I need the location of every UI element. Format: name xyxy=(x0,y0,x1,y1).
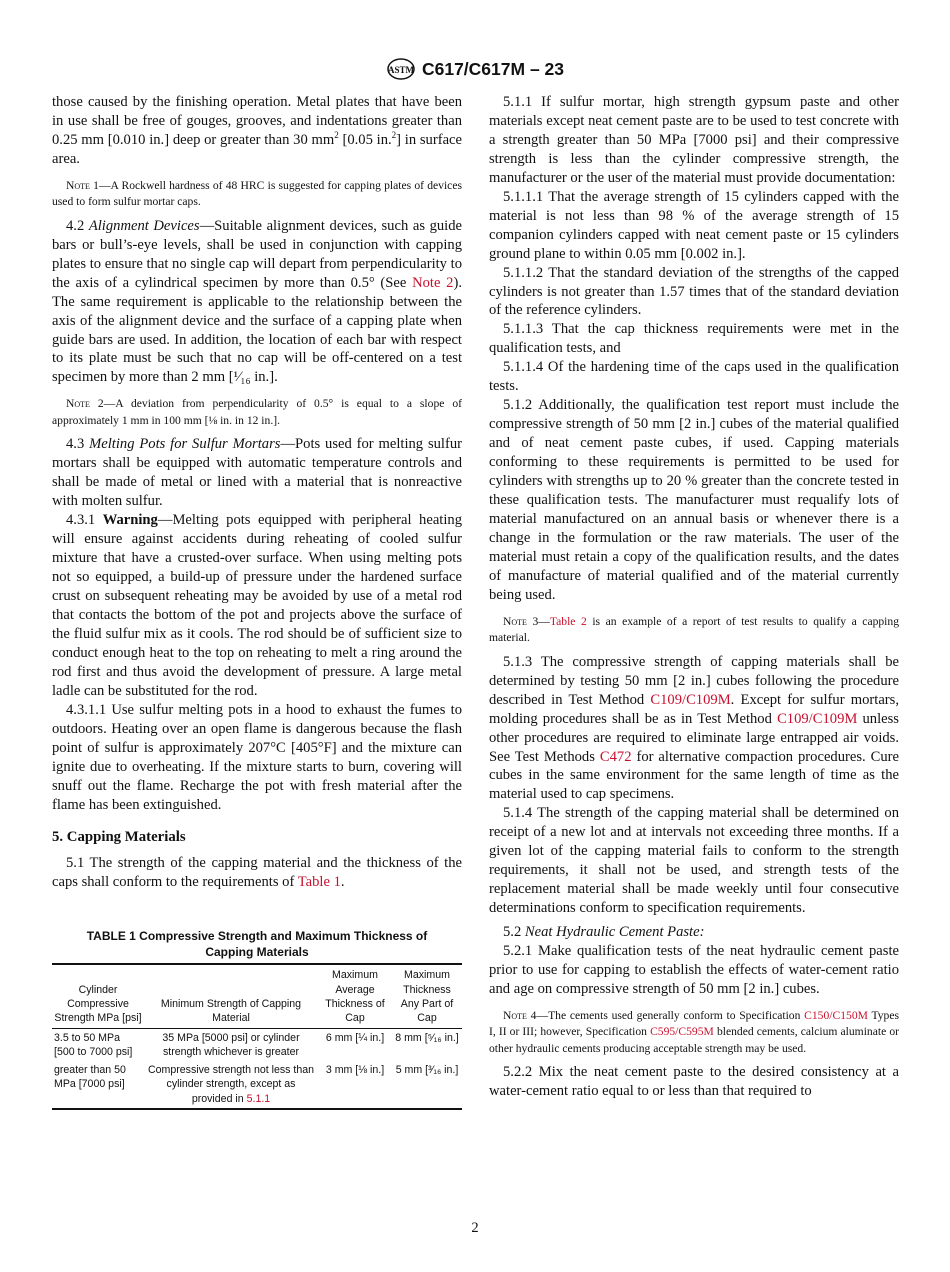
text-run: 4.2 xyxy=(66,217,89,234)
text-run: Note xyxy=(503,1008,527,1022)
text-run: Types I, II or III; however, Specification xyxy=(489,1008,899,1039)
cross-reference-link[interactable]: C150/C150M xyxy=(804,1008,868,1022)
text-run: . Except for sulfur mortars, molding procedures shall be as in Test Method xyxy=(489,691,899,727)
column-header: Minimum Strength of Capping Material xyxy=(144,964,318,1028)
section-heading xyxy=(52,828,462,847)
text-run: ). The same requirement is applicable to the relationship between the axis of the alignment device and the surface of a capping plate when guide bars are used. In addition, the location of each bar with respect to its plate must be such that no cap will be off-centered on a test specimen by more than 2 mm [¹⁄₁₆ in.]. xyxy=(52,274,462,386)
cross-reference-link[interactable]: Table 1 xyxy=(297,874,341,891)
paragraph xyxy=(489,1063,899,1101)
text-run: Note xyxy=(66,178,90,192)
text-run: —Melting pots equipped with peripheral heating will ensure against accidents during reheating of cooled sulfur mixture that have a crusted-over surface. When using melting pots not so equipped, a build-up of pressure under the hardened surface crust on subsequent reheating may be avoided by use of a metal rod that contacts the bottom of the pot and projects above the surface of the fluid sulfur mix as it cools. The rod should be of sufficient size to conduct enough heat to the top on reheating to melt a ring around the rod first and thus avoid the development of pressure. A large metal ladle can be substituted for the rod. xyxy=(52,512,462,699)
cross-reference-link[interactable]: C109/C109M xyxy=(777,710,858,727)
table-cell xyxy=(144,1061,318,1109)
text-run: [0.05 in. xyxy=(338,131,392,148)
text-run: Neat Hydraulic Cement Paste: xyxy=(524,924,705,941)
text-run: 5. Capping Materials xyxy=(52,829,186,846)
paragraph xyxy=(489,396,899,604)
text-run: Alignment Devices xyxy=(88,217,200,234)
cross-reference-link[interactable]: C595/C595M xyxy=(650,1025,714,1039)
paragraph xyxy=(489,93,899,188)
table-1 xyxy=(52,929,462,1110)
text-run: 3— xyxy=(526,614,550,628)
text-run: 2 xyxy=(334,130,339,141)
text-run: —Pots used for melting sulfur mortars shall be equipped with automatic temperature controls and shall be made of metal or lined with a material that is nonreactive with molten sulfur. xyxy=(52,436,463,510)
note xyxy=(489,614,899,647)
paragraph xyxy=(489,653,899,805)
paragraph xyxy=(489,264,899,321)
paragraph xyxy=(489,942,899,999)
text-run: 5.2.2 Mix the neat cement paste to the desired consistency at a water-cement ratio equal to or less than that required to xyxy=(489,1064,899,1100)
left-column xyxy=(52,93,462,1110)
table-cell: greater than 50 MPa [7000 psi] xyxy=(54,1064,126,1091)
note xyxy=(52,178,462,211)
cross-reference-link[interactable]: Table 2 xyxy=(549,614,587,628)
svg-text:ASTM: ASTM xyxy=(387,65,414,75)
text-run: 5.1.1.3 That the cap thickness requirements were met in the qualification tests, and xyxy=(489,321,899,357)
table-cell: 3.5 to 50 MPa [500 to 7000 psi] xyxy=(54,1031,133,1058)
table-cell: 3 mm [⅛ in.] xyxy=(325,1064,385,1077)
table-cell: 8 mm [⁵⁄₁₆ in.] xyxy=(395,1031,459,1044)
paragraph xyxy=(489,358,899,396)
text-run: 5.2.1 Make qualification tests of the neat hydraulic cement paste prior to use for capping to establish the effects of water-cement ratio and age on compressive strength of 50 mm [2 in.] cubes. xyxy=(489,943,899,997)
cross-reference-link[interactable]: C109/C109M xyxy=(650,691,731,708)
text-run: 5.1.1.4 Of the hardening time of the caps used in the qualification tests. xyxy=(489,359,899,395)
column-header: Maximum Average Thickness of Cap xyxy=(318,964,392,1028)
text-run: 5.1.1.1 That the average strength of 15 cylinders capped with the material is not less than 98 % of the average strength of 15 companion cylinders capped with neat cement paste or 15 cylinders ground plane to within 0.05 mm [0.002 in.]. xyxy=(489,188,899,262)
paragraph xyxy=(489,804,899,918)
text-run: 5.1 The strength of the capping material and the thickness of the caps shall conform to the requirements of xyxy=(52,855,462,891)
text-run: Note xyxy=(503,614,527,628)
table-title-line: Capping Materials xyxy=(205,944,309,959)
paragraph xyxy=(489,923,899,942)
text-run: ] in surface area. xyxy=(52,131,463,167)
text-run: Warning xyxy=(102,512,158,529)
page-number: 2 xyxy=(471,1220,479,1236)
astm-logo-icon xyxy=(386,59,422,79)
text-run: 2 xyxy=(391,130,397,141)
paragraph xyxy=(489,188,899,264)
text-run: 5.1.2 Additionally, the qualification test report must include the compressive strength of 50 mm [2 in.] cubes of the material qualified and of neat cement paste cubes, if used. Capping materials conforming to these requirements is permitted to be used for cylinders with strengths up to 20 % greater than the concrete tested in these qualification tests. The manufacturer must requalify lots of material manufactured on an annual basis or whenever there is a change in the formulation or the raw materials. The user of the material must retain a copy of the qualification results, and the dates of manufacture of material qualified and of the material currently being used. xyxy=(489,397,899,603)
capping-materials-table xyxy=(52,963,462,1110)
paragraph xyxy=(52,93,462,169)
column-header: Cylinder Compressive Strength MPa [psi] xyxy=(52,964,144,1028)
text-run: 5.1.1.2 That the standard deviation of the strengths of the capped cylinders is not greater than 1.57 times that of the standard deviation of the reference cylinders. xyxy=(489,264,899,319)
column-header: Maximum Thickness Any Part of Cap xyxy=(392,964,462,1028)
table-cell: 35 MPa [5000 psi] or cylinder strength whichever is greater xyxy=(162,1031,300,1058)
page-header xyxy=(0,57,950,81)
text-run: Note xyxy=(66,397,90,411)
text-run: 5.2 xyxy=(503,924,525,941)
table-cell: 6 mm [¼ in.] xyxy=(325,1031,385,1044)
table-row xyxy=(52,1028,462,1061)
right-column xyxy=(489,93,899,1101)
cross-reference-link[interactable]: C472 xyxy=(599,748,632,765)
text-run: 5.1.4 The strength of the capping material shall be determined on receipt of a new lot and at intervals not exceeding three months. If a given lot of the capping material fails to conform to the strength requirements, it shall not be used, and strength tests of the replacement material shall be made weekly until four consecutive determinations conform to specification requirements. xyxy=(489,805,899,917)
text-run: is an example of a report of test results to qualify a capping material. xyxy=(489,614,899,645)
note xyxy=(52,396,462,429)
table-title xyxy=(52,929,462,960)
cross-reference-link[interactable]: Note 2 xyxy=(412,274,454,291)
paragraph xyxy=(52,217,462,388)
text-run: 5.1.1 If sulfur mortar, high strength gypsum paste and other materials except neat cement paste are to be used to test concrete with a strength greater than 50 MPa [7000 psi] and their compressive strength is less than the cylinder compressive strength, the manufacturer or the user of the material must provide documentation: xyxy=(489,94,899,186)
paragraph xyxy=(52,511,462,701)
text-run: Melting Pots for Sulfur Mortars xyxy=(89,436,281,453)
table-cell: 5 mm [³⁄₁₆ in.] xyxy=(395,1064,459,1077)
note xyxy=(489,1008,899,1058)
paragraph xyxy=(489,320,899,358)
paragraph xyxy=(52,435,462,511)
section-link[interactable]: 5.1.1 xyxy=(246,1092,271,1105)
text-run: 4.3.1 xyxy=(66,512,103,529)
text-run: blended cements, calcium aluminate or other hydraulic cements producing acceptable strength may be used. xyxy=(489,1025,899,1055)
text-run: 4.3.1.1 Use sulfur melting pots in a hood to exhaust the fumes to outdoors. Heating over an open flame is dangerous because the flash point of sulfur is approximately 207°C [405°F] and the mixture can ignite due to overheating. If the mixture starts to burn, covering will snuff out the flame. Recharge the pot with fresh material after the flame has been extinguished. xyxy=(52,701,462,813)
table-row xyxy=(52,1061,462,1109)
text-run: those caused by the finishing operation. Metal plates that have been in use shall be free of gouges, grooves, and indentations greater than 0.25 mm [0.010 in.] deep or greater than 30 mm xyxy=(52,94,462,148)
text-run: 4—The cements used generally conform to Specification xyxy=(526,1008,805,1022)
cell-text: Compressive strength not less than cylinder strength, except as provided in xyxy=(147,1064,315,1105)
paragraph xyxy=(52,854,462,892)
text-run: —Suitable alignment devices, such as guide bars or bull’s-eye levels, shall be used in conjunction with capping plates to ensure that no single cap will depart from perpendicularity to the axis of a cylindrical specimen by more than 0.5° (See xyxy=(52,217,462,291)
table-title-line: TABLE 1 Compressive Strength and Maximum Thickness of xyxy=(86,929,428,944)
paragraph xyxy=(52,701,462,815)
text-run: 1—A Rockwell hardness of 48 HRC is suggested for capping plates of devices used to form sulfur mortar caps. xyxy=(52,178,462,209)
text-run: for alternative compaction procedures. Cure cubes in the same environment for the same length of time as the material used to cap specimens. xyxy=(489,748,899,803)
text-run: 2—A deviation from perpendicularity of 0.5° is equal to a slope of approximately 1 mm in 100 mm [⅛ in. in 12 in.]. xyxy=(52,397,462,427)
text-run: unless other procedures are required to eliminate large entrapped air voids. See Test Methods xyxy=(489,710,899,765)
text-run: 4.3 xyxy=(66,436,90,453)
document-designation: C617/C617M – 23 xyxy=(421,59,565,79)
text-run: . xyxy=(340,874,345,891)
text-run: 5.1.3 The compressive strength of capping materials shall be determined by testing 50 mm [2 in.] cubes following the procedure described in Test Method xyxy=(489,653,899,708)
